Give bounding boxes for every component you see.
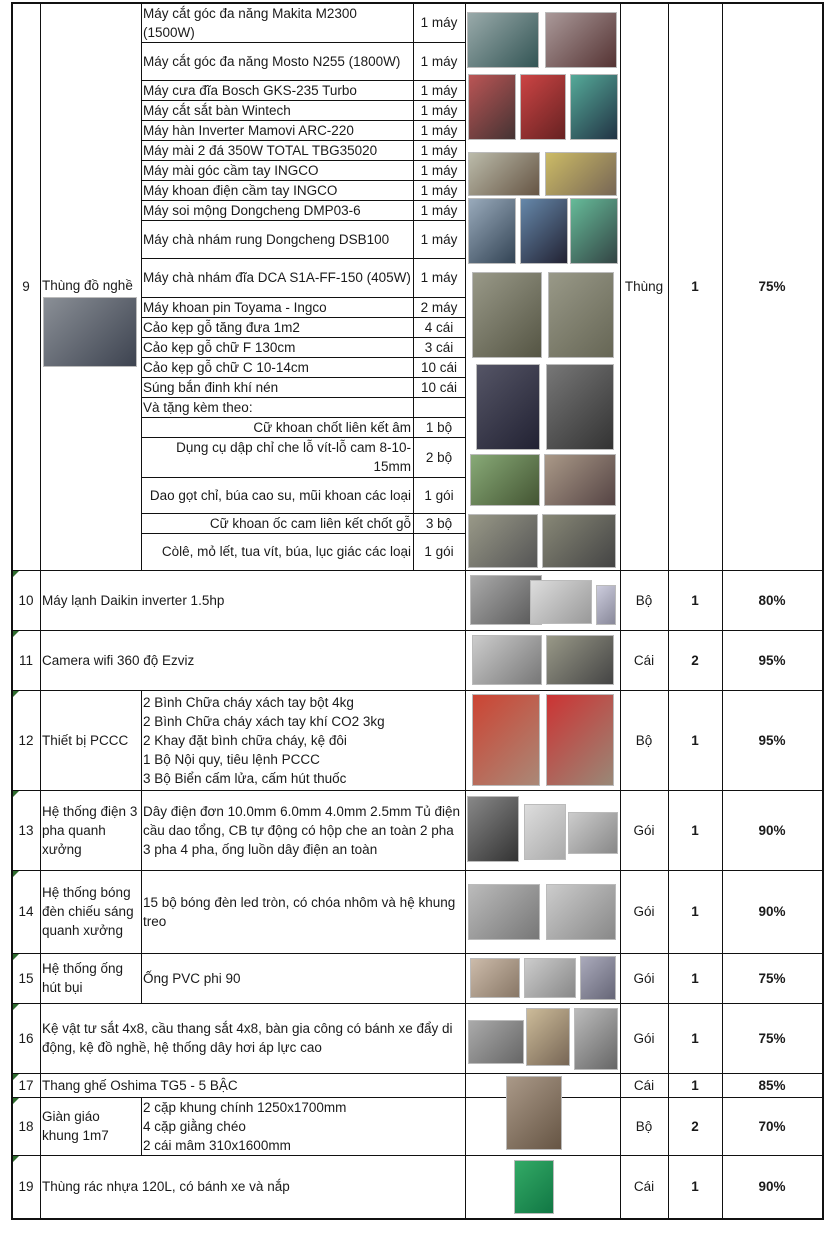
item-name xyxy=(40,1097,142,1156)
item-description-text: 2 cặp khung chính 1250x1700mm 4 cặp giằng chéo 2 cái mâm 310x1600mm xyxy=(143,1099,347,1153)
sub-item-description-text: Máy soi mộng Dongcheng DMP03-6 xyxy=(143,202,361,218)
row-number xyxy=(12,1097,41,1156)
row-number-text: 11 xyxy=(18,652,33,668)
item-name-text: Thiết bị PCCC xyxy=(42,732,129,748)
sub-item-quantity-text: 1 máy xyxy=(420,122,458,138)
item-photo xyxy=(472,272,542,358)
row-number xyxy=(12,630,41,691)
sub-item-quantity xyxy=(413,317,466,338)
sub-item-description xyxy=(141,337,414,358)
condition-percent-text: 75% xyxy=(758,279,786,294)
quantity xyxy=(668,630,723,691)
item-photo xyxy=(580,956,616,1000)
quantity xyxy=(668,870,723,954)
unit xyxy=(620,1003,669,1074)
sub-item-description xyxy=(141,297,414,318)
item-photo xyxy=(468,198,516,264)
sub-item-description-text: Dao gọt chỉ, búa cao su, mũi khoan các loại xyxy=(149,487,411,503)
item-description xyxy=(141,870,466,954)
sub-item-description-text: Cữ khoan chốt liên kết âm xyxy=(253,419,411,435)
sub-item-description-text: Máy cắt góc đa năng Mosto N255 (1800W) xyxy=(143,53,401,69)
item-photo xyxy=(43,297,137,367)
unit xyxy=(620,870,669,954)
row-number-text: 9 xyxy=(22,279,30,294)
sub-item-description-text: Cữ khoan ốc cam liên kết chốt gỗ xyxy=(209,515,411,531)
condition-percent xyxy=(722,1073,823,1098)
item-name-text: Camera wifi 360 độ Ezviz xyxy=(42,652,195,668)
item-description xyxy=(141,1097,466,1156)
quantity xyxy=(668,790,723,871)
sub-item-description-text: Và tặng kèm theo: xyxy=(143,399,253,415)
item-name-text: Thùng rác nhựa 120L, có bánh xe và nắp xyxy=(42,1179,290,1194)
item-name xyxy=(40,570,466,631)
sub-item-quantity xyxy=(413,258,466,298)
sub-item-quantity-text: 1 máy xyxy=(420,202,458,218)
sub-item-description xyxy=(141,100,414,121)
item-photo xyxy=(546,364,614,450)
condition-percent xyxy=(722,790,823,871)
item-name xyxy=(40,3,142,571)
quantity-text: 2 xyxy=(691,1118,699,1134)
sub-item-quantity-text: 1 máy xyxy=(420,142,458,158)
item-photo xyxy=(545,152,617,196)
sub-item-quantity-text: 1 máy xyxy=(420,162,458,178)
unit-text: Gói xyxy=(633,970,655,986)
item-name-text: Hệ thống ống hút bụi xyxy=(42,961,124,995)
item-photo xyxy=(472,635,542,685)
comment-indicator xyxy=(13,691,19,697)
condition-percent xyxy=(722,870,823,954)
item-photo xyxy=(470,454,540,506)
unit xyxy=(620,1073,669,1098)
sub-item-description xyxy=(141,533,414,571)
row-number-text: 13 xyxy=(18,822,34,838)
quantity-text: 1 xyxy=(691,592,699,608)
row-number xyxy=(12,790,41,871)
row-number xyxy=(12,1155,41,1219)
item-photo xyxy=(545,12,617,68)
sub-item-quantity xyxy=(413,120,466,141)
condition-percent xyxy=(722,690,823,791)
item-name-text: Hệ thống điện 3 pha quanh xưởng xyxy=(42,803,138,857)
item-photo xyxy=(468,1020,524,1064)
sub-item-description-text: Cảo kẹp gỗ chữ C 10-14cm xyxy=(143,359,309,375)
item-name xyxy=(40,1073,466,1098)
sub-item-description-text: Cảo kẹp gỗ tăng đưa 1m2 xyxy=(143,319,300,335)
quantity xyxy=(668,953,723,1004)
item-photo xyxy=(468,514,538,568)
unit-text: Gói xyxy=(633,1030,655,1046)
unit-text: Bộ xyxy=(635,1118,653,1134)
quantity-text: 1 xyxy=(691,904,699,919)
item-name xyxy=(40,1003,466,1074)
item-name xyxy=(40,953,142,1004)
sub-item-description xyxy=(141,477,414,514)
sub-item-description xyxy=(141,180,414,201)
sub-item-description-text: Súng bắn đinh khí nén xyxy=(143,379,279,395)
condition-percent xyxy=(722,570,823,631)
quantity xyxy=(668,3,723,571)
comment-indicator xyxy=(13,1074,19,1080)
sub-item-description-text: Máy khoan pin Toyama - Ingco xyxy=(143,299,327,315)
sub-item-description xyxy=(141,42,414,81)
comment-indicator xyxy=(13,631,19,637)
quantity-text: 1 xyxy=(691,822,699,838)
sub-item-quantity-text: 1 máy xyxy=(420,231,458,247)
item-photo xyxy=(520,74,566,140)
item-photo xyxy=(506,1076,562,1150)
row-number-text: 19 xyxy=(18,1179,34,1194)
condition-percent xyxy=(722,630,823,691)
item-photo xyxy=(574,1008,618,1070)
sub-item-quantity xyxy=(413,200,466,221)
condition-percent xyxy=(722,1155,823,1219)
item-photo xyxy=(546,694,614,786)
item-photo xyxy=(476,364,540,450)
condition-percent-text: 70% xyxy=(758,1118,786,1134)
sub-item-quantity xyxy=(413,533,466,571)
sub-item-quantity-text: 1 gói xyxy=(424,544,454,559)
sub-item-quantity-text: 1 gói xyxy=(424,487,454,503)
sub-item-quantity xyxy=(413,297,466,318)
quantity-text: 1 xyxy=(691,732,699,748)
item-description xyxy=(141,953,466,1004)
quantity xyxy=(668,1003,723,1074)
sub-item-quantity-text: 10 cái xyxy=(420,359,458,375)
unit-text: Bộ xyxy=(635,592,653,608)
sub-item-quantity-text: 4 cái xyxy=(424,319,454,335)
item-photo xyxy=(468,74,516,140)
sub-item-description-text: Máy mài góc cầm tay INGCO xyxy=(143,162,319,178)
sub-item-description xyxy=(141,437,414,478)
sub-item-description-text: Máy cắt sắt bàn Wintech xyxy=(143,102,291,118)
sub-item-description xyxy=(141,317,414,338)
sub-item-quantity-text: 1 máy xyxy=(420,270,458,285)
sub-item-description xyxy=(141,3,414,43)
item-description-text: Dây điện đơn 10.0mm 6.0mm 4.0mm 2.5mm Tủ điện cầu dao tổng, CB tự động có hộp che an toàn 2 pha 3 pha 4 pha, ống luồn dây điện an toàn xyxy=(143,803,460,857)
item-photo xyxy=(472,694,540,786)
quantity-text: 1 xyxy=(691,970,699,986)
comment-indicator xyxy=(13,871,19,877)
item-name-text: Thang ghế Oshima TG5 - 5 BẬC xyxy=(42,1077,238,1093)
sub-item-quantity xyxy=(413,397,466,418)
item-photo xyxy=(470,958,520,998)
sub-item-quantity xyxy=(413,42,466,81)
item-photo xyxy=(570,74,618,140)
sub-item-quantity-text: 1 máy xyxy=(420,15,458,30)
item-name xyxy=(40,870,142,954)
item-photo xyxy=(542,514,616,568)
item-name xyxy=(40,1155,466,1219)
unit-text: Thùng xyxy=(624,279,664,294)
row-number xyxy=(12,570,41,631)
item-description-text: Ống PVC phi 90 xyxy=(143,970,241,986)
condition-percent-text: 90% xyxy=(758,1179,786,1194)
row-number-text: 10 xyxy=(18,592,34,608)
sub-item-description xyxy=(141,357,414,378)
quantity-text: 1 xyxy=(691,1077,699,1093)
unit xyxy=(620,1097,669,1156)
sub-item-quantity-text: 3 bộ xyxy=(425,515,453,531)
sub-item-quantity xyxy=(413,80,466,101)
sub-item-quantity xyxy=(413,417,466,438)
condition-percent-text: 90% xyxy=(758,822,786,838)
item-name-text: Hệ thống bóng đèn chiếu sáng quanh xưởng xyxy=(42,885,134,938)
item-photo xyxy=(548,272,614,358)
item-photo xyxy=(570,198,618,264)
condition-percent-text: 75% xyxy=(758,970,786,986)
condition-percent-text: 75% xyxy=(758,1030,786,1046)
unit xyxy=(620,3,669,571)
quantity xyxy=(668,1155,723,1219)
item-photo xyxy=(468,152,540,196)
item-name xyxy=(40,790,142,871)
sub-item-quantity xyxy=(413,220,466,259)
row-number xyxy=(12,870,41,954)
row-number-text: 12 xyxy=(18,732,34,748)
quantity-text: 2 xyxy=(691,652,699,668)
item-photo xyxy=(468,884,540,940)
quantity xyxy=(668,1097,723,1156)
sub-item-quantity-text: 1 máy xyxy=(420,82,458,98)
item-photo xyxy=(514,1160,554,1214)
item-name xyxy=(40,630,466,691)
sub-item-description-text: Còlê, mỏ lết, tua vít, búa, lục giác các loại xyxy=(161,544,411,559)
condition-percent xyxy=(722,953,823,1004)
sub-item-description xyxy=(141,200,414,221)
sub-item-quantity-text: 3 cái xyxy=(424,339,454,355)
item-photo xyxy=(467,796,519,862)
item-name-text: Giàn giáo khung 1m7 xyxy=(42,1109,109,1143)
row-number-text: 15 xyxy=(18,970,34,986)
sub-item-quantity-text: 1 máy xyxy=(420,182,458,198)
sub-item-description-text: Máy hàn Inverter Mamovi ARC-220 xyxy=(143,122,354,138)
sub-item-quantity-text: 1 máy xyxy=(420,53,458,69)
row-number-text: 14 xyxy=(18,904,34,919)
comment-indicator xyxy=(13,571,19,577)
unit-text: Cái xyxy=(633,1179,655,1194)
condition-percent xyxy=(722,3,823,571)
row-number-text: 17 xyxy=(18,1077,34,1093)
sub-item-description-text: Cảo kẹp gỗ chữ F 130cm xyxy=(143,339,296,355)
comment-indicator xyxy=(13,791,19,797)
sub-item-quantity-text: 1 máy xyxy=(420,102,458,118)
unit xyxy=(620,790,669,871)
quantity-text: 1 xyxy=(691,1179,699,1194)
row-number xyxy=(12,690,41,791)
sub-item-description-text: Máy chà nhám đĩa DCA S1A-FF-150 (405W) xyxy=(143,270,411,285)
unit xyxy=(620,953,669,1004)
comment-indicator xyxy=(13,1004,19,1010)
item-photo xyxy=(544,454,616,506)
unit xyxy=(620,570,669,631)
comment-indicator xyxy=(13,1156,19,1162)
item-photo xyxy=(524,804,566,860)
row-number xyxy=(12,3,41,571)
sub-item-description xyxy=(141,397,414,418)
row-number xyxy=(12,953,41,1004)
item-photo xyxy=(596,585,616,625)
quantity-text: 1 xyxy=(691,1030,699,1046)
item-photo xyxy=(530,580,592,624)
condition-percent xyxy=(722,1097,823,1156)
sub-item-description xyxy=(141,220,414,259)
quantity-text: 1 xyxy=(691,279,699,294)
sub-item-description-text: Máy cắt góc đa năng Makita M2300 (1500W) xyxy=(143,5,357,40)
item-name xyxy=(40,690,142,791)
unit-text: Gói xyxy=(633,904,655,919)
item-name-text: Kệ vật tư sắt 4x8, cầu thang sắt 4x8, bàn gia công có bánh xe đẩy di động, kệ đồ nghề, hệ thống dây hơi áp lực cao xyxy=(42,1021,453,1055)
item-photo xyxy=(467,12,539,68)
item-photo xyxy=(520,198,568,264)
unit xyxy=(620,690,669,791)
item-photo xyxy=(526,1008,570,1066)
sub-item-quantity xyxy=(413,140,466,161)
sub-item-description xyxy=(141,513,414,534)
quantity xyxy=(668,690,723,791)
condition-percent-text: 85% xyxy=(758,1077,786,1093)
unit-text: Bộ xyxy=(635,732,653,748)
unit-text: Cái xyxy=(633,652,655,668)
item-description xyxy=(141,790,466,871)
sub-item-description xyxy=(141,160,414,181)
sub-item-description-text: Máy khoan điện cầm tay INGCO xyxy=(143,182,338,198)
sub-item-description xyxy=(141,120,414,141)
condition-percent xyxy=(722,1003,823,1074)
comment-indicator xyxy=(13,1098,19,1104)
sub-item-quantity-text: 2 bộ xyxy=(425,449,453,465)
sub-item-quantity xyxy=(413,377,466,398)
sub-item-description xyxy=(141,417,414,438)
row-number xyxy=(12,1003,41,1074)
sub-item-quantity-text: 10 cái xyxy=(420,379,458,395)
condition-percent-text: 80% xyxy=(758,592,786,608)
item-photo xyxy=(568,812,618,854)
unit-text: Gói xyxy=(633,822,655,838)
sub-item-quantity xyxy=(413,180,466,201)
condition-percent-text: 95% xyxy=(758,652,786,668)
sub-item-quantity xyxy=(413,100,466,121)
sub-item-quantity xyxy=(413,513,466,534)
unit-text: Cái xyxy=(633,1077,655,1093)
sub-item-quantity-text: 2 máy xyxy=(420,299,458,315)
sub-item-quantity xyxy=(413,437,466,478)
unit xyxy=(620,1155,669,1219)
item-description-text: 2 Bình Chữa cháy xách tay bột 4kg 2 Bình Chữa cháy xách tay khí CO2 3kg 2 Khay đặt bình chữa cháy, kệ đôi 1 Bộ Nội quy, tiêu lệnh PCCC 3 Bộ Biển cấm lửa, cấm hút thuốc xyxy=(143,694,385,786)
comment-indicator xyxy=(13,954,19,960)
item-description-text: 15 bộ bóng đèn led tròn, có chóa nhôm và hệ khung treo xyxy=(143,894,456,929)
sub-item-description-text: Máy mài 2 đá 350W TOTAL TBG35020 xyxy=(143,142,378,158)
item-photo xyxy=(546,635,614,685)
quantity xyxy=(668,570,723,631)
sub-item-quantity xyxy=(413,3,466,43)
item-photo xyxy=(524,958,576,998)
sub-item-quantity xyxy=(413,160,466,181)
sub-item-quantity xyxy=(413,337,466,358)
item-description xyxy=(141,690,466,791)
sub-item-quantity xyxy=(413,477,466,514)
unit xyxy=(620,630,669,691)
sub-item-description-text: Máy cưa đĩa Bosch GKS-235 Turbo xyxy=(143,82,357,98)
item-name-text: Máy lạnh Daikin inverter 1.5hp xyxy=(42,592,225,608)
sub-item-description xyxy=(141,80,414,101)
quantity xyxy=(668,1073,723,1098)
sub-item-quantity-text: 1 bộ xyxy=(425,419,453,435)
row-number-text: 18 xyxy=(18,1118,34,1134)
sub-item-description-text: Máy chà nhám rung Dongcheng DSB100 xyxy=(143,231,390,247)
sub-item-description xyxy=(141,377,414,398)
sub-item-quantity xyxy=(413,357,466,378)
item-photo xyxy=(546,884,616,940)
condition-percent-text: 95% xyxy=(758,732,786,748)
row-number-text: 16 xyxy=(18,1030,34,1046)
sub-item-description-text: Dụng cụ dập chỉ che lỗ vít-lỗ cam 8-10-15mm xyxy=(176,440,411,474)
sub-item-description xyxy=(141,140,414,161)
sub-item-description xyxy=(141,258,414,298)
condition-percent-text: 90% xyxy=(758,904,786,919)
item-name-text: Thùng đồ nghề xyxy=(42,278,133,293)
